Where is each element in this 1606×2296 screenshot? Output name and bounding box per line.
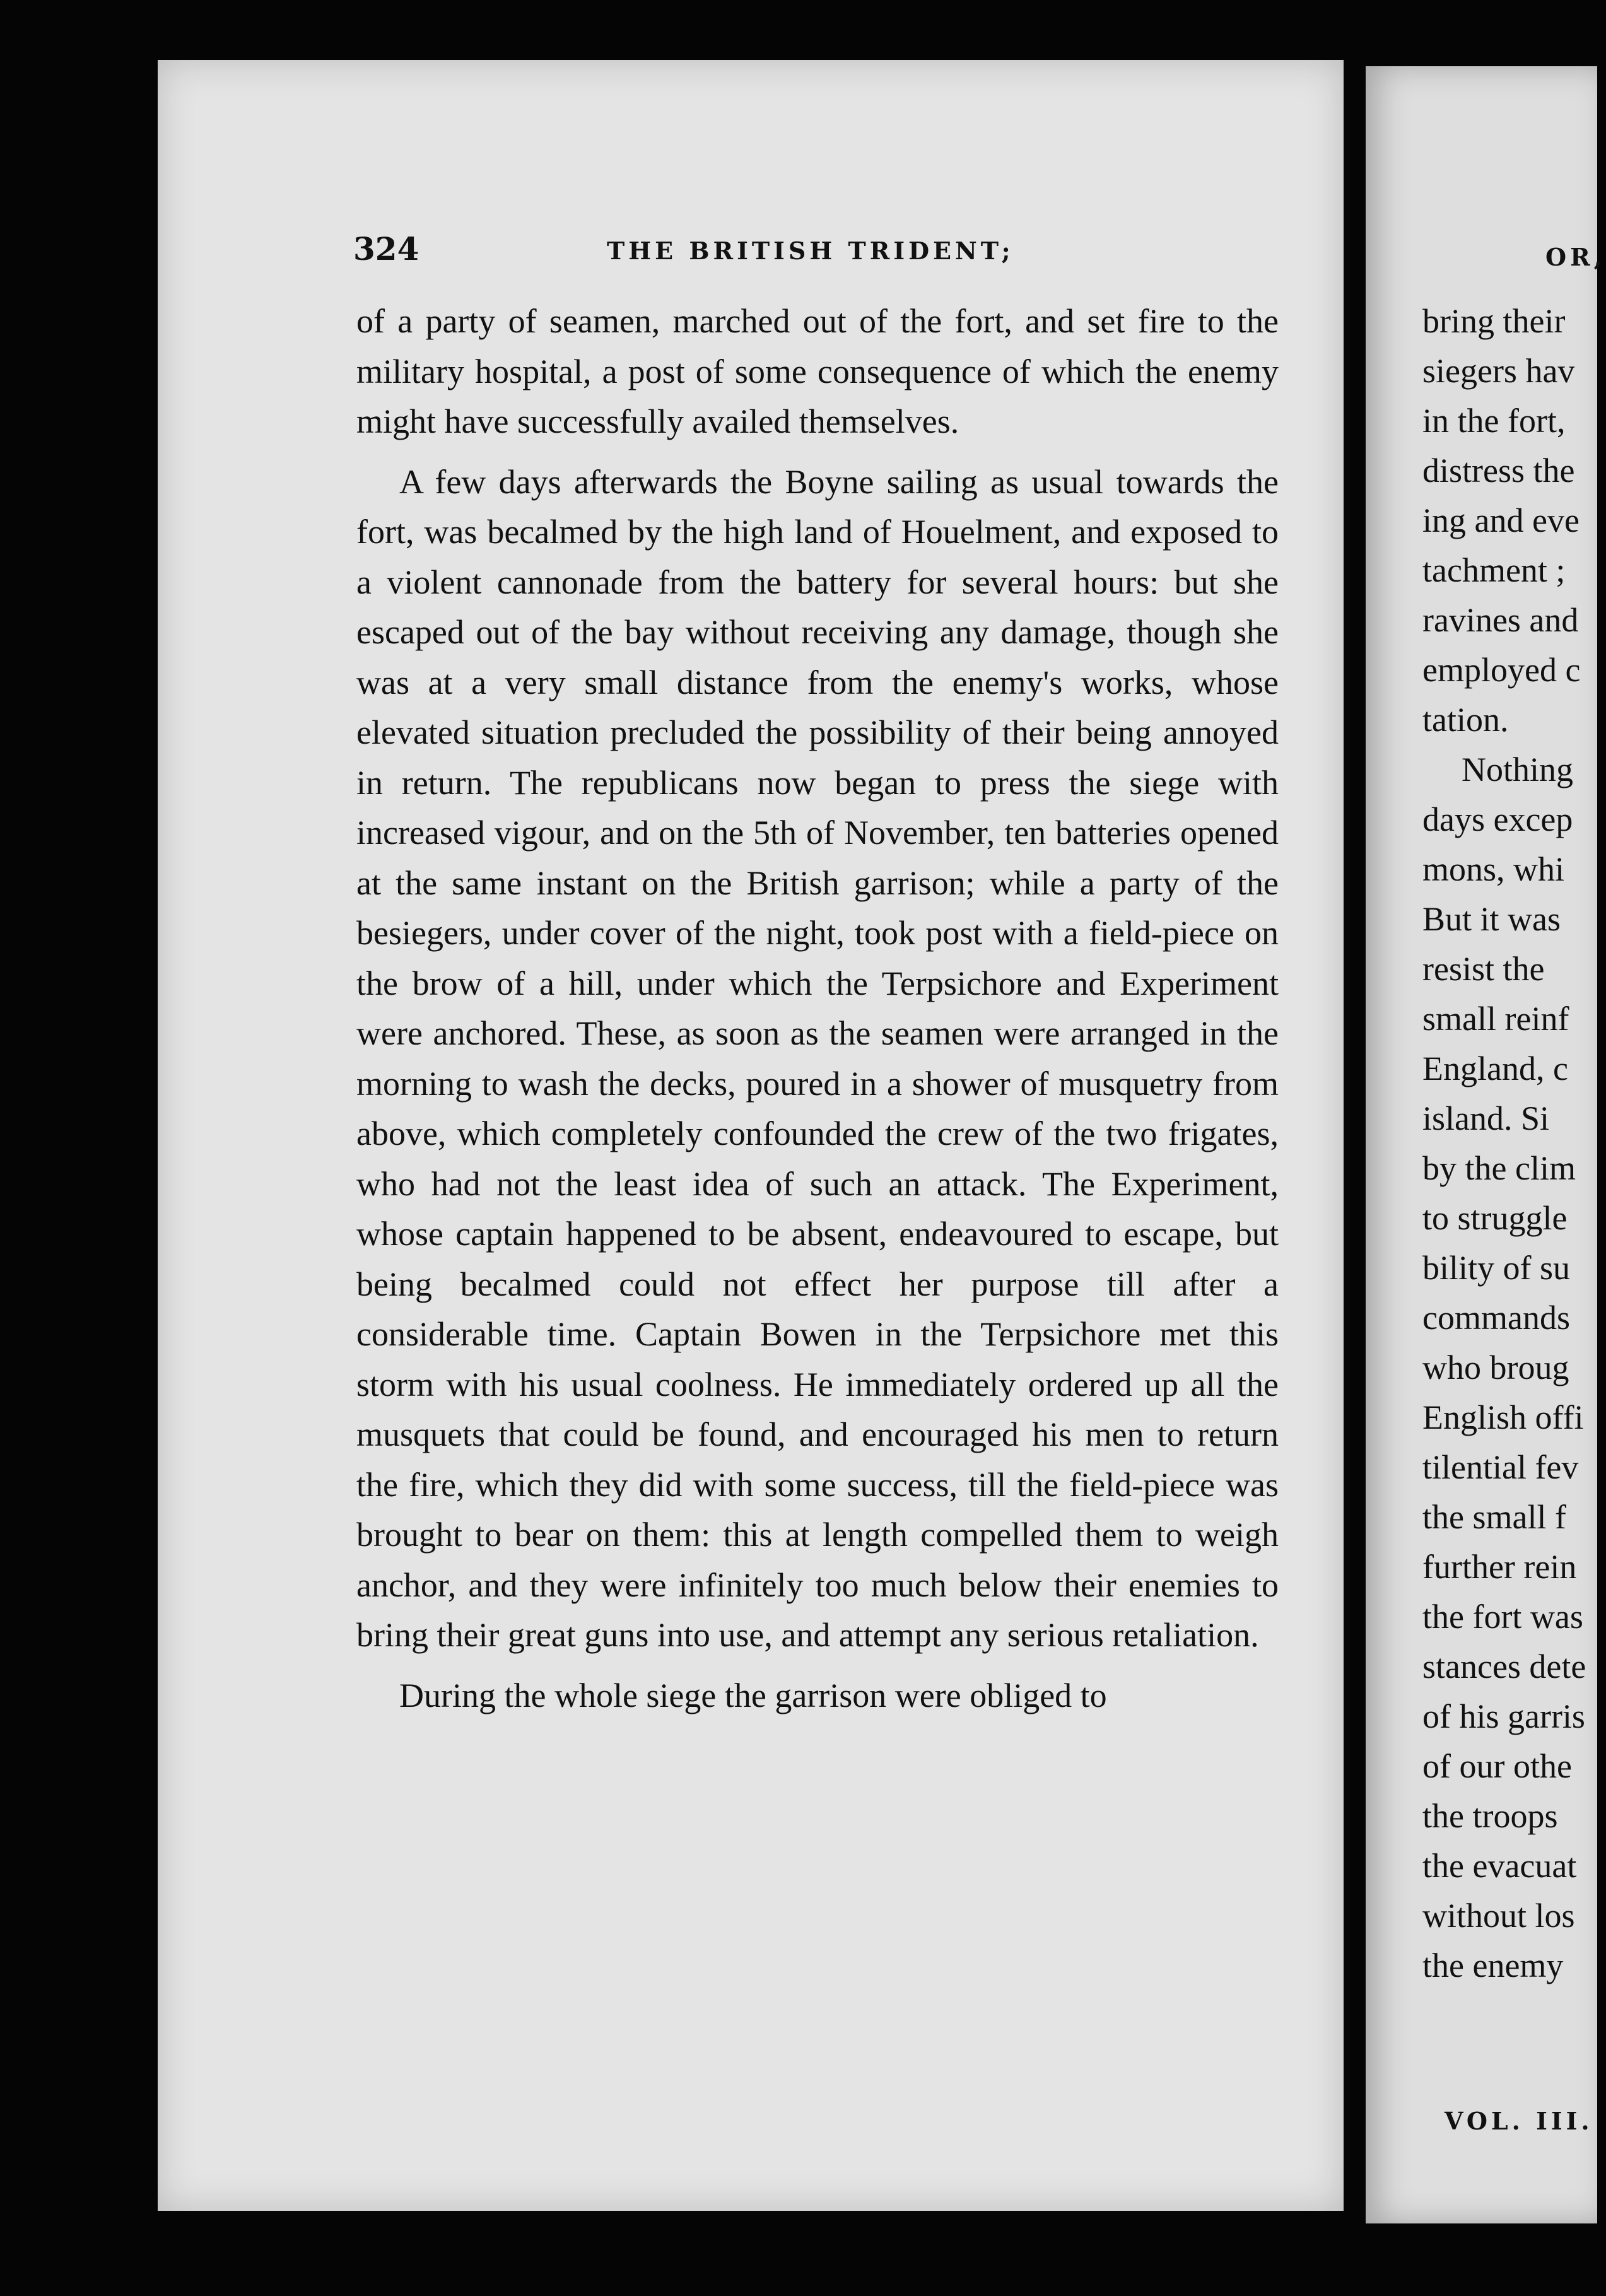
text-line: employed c xyxy=(1422,651,1581,689)
text-line: bring their xyxy=(1422,302,1566,340)
text-line: the enemy xyxy=(1422,1947,1564,1984)
text-line: of our othe xyxy=(1422,1747,1572,1785)
text-line: siegers hav xyxy=(1422,352,1575,390)
text-line: ravines and xyxy=(1422,601,1579,639)
paragraph: A few days afterwards the Boyne sailing as usual towards the fort, was becalmed by the high land of Houelment, and exposed to a violent cannonade from the battery for several hours: but she escaped out of the bay without receiving any damage, though she was at a very small distance from the enemy's works, whose elevated situation precluded the possibility of their being annoyed in return. The republicans now began to press the siege with increased vigour, and on the 5th of November, ten batteries opened at the same instant on the British garrison; while a party of the besiegers, under cover of the night, took post with a field-piece on the brow of a hill, under which the Terpsichore and Experiment were anchored. These, as soon as the seamen were arranged in the morning to wash the decks, poured in a shower of musquetry from above, which completely confounded the crew of the two frigates, who had not the least idea of such an attack. The Experiment, whose captain happened to be absent, endeavoured to escape, but being becalmed could not effect her purpose till after a considerable time. Captain Bowen in the Terpsichore met this storm with his usual coolness. He immediately ordered up all the musquets that could be found, and encouraged his men to return the fire, which they did with some success, till the field-piece was brought to bear on them: this at length compelled them to weigh anchor, and they were infinitely too much below their enemies to bring their great guns into use, and attempt any serious retaliation. xyxy=(356,462,1279,1654)
text-line: the small f xyxy=(1422,1498,1566,1536)
paragraph: During the whole siege the garrison were obliged to xyxy=(399,1676,1107,1714)
paragraph: of a party of seamen, marched out of the fort, and set fire to the military hospital, a post of some consequence of which the enemy might have successfully availed themselves. xyxy=(356,302,1279,440)
page-number: 324 xyxy=(353,230,419,267)
body-text xyxy=(356,296,1279,1721)
text-line: small reinf xyxy=(1422,1000,1569,1038)
text-line: tilential fev xyxy=(1422,1448,1579,1486)
text-line: days excep xyxy=(1422,800,1573,838)
text-line: England, c xyxy=(1422,1050,1568,1087)
text-line: island. Si xyxy=(1422,1099,1550,1137)
right-running-title: OR, xyxy=(1545,243,1606,271)
text-line: the evacuat xyxy=(1422,1847,1577,1885)
text-line: in the fort, xyxy=(1422,402,1566,440)
text-line: tachment ; xyxy=(1422,551,1566,589)
text-line: ing and eve xyxy=(1422,501,1580,539)
text-line: stances dete xyxy=(1422,1648,1586,1685)
text-line: by the clim xyxy=(1422,1149,1576,1187)
running-title: THE BRITISH TRIDENT; xyxy=(607,237,1014,265)
text-line: mons, whi xyxy=(1422,850,1565,888)
text-line: Nothing xyxy=(1462,751,1574,788)
text-line: of his garris xyxy=(1422,1697,1585,1735)
text-line: who broug xyxy=(1422,1349,1569,1386)
text-line: English offi xyxy=(1422,1398,1584,1436)
text-line: But it was xyxy=(1422,900,1561,938)
right-page-text xyxy=(1422,296,1599,1991)
page-header xyxy=(353,230,1066,281)
text-line: bility of su xyxy=(1422,1249,1571,1287)
text-line: further rein xyxy=(1422,1548,1577,1586)
text-line: without los xyxy=(1422,1897,1575,1935)
text-line: the fort was xyxy=(1422,1598,1583,1636)
text-line: the troops xyxy=(1422,1797,1558,1835)
volume-footer: VOL. III. xyxy=(1445,2107,1593,2135)
text-line: distress the xyxy=(1422,452,1575,489)
text-line: tation. xyxy=(1422,701,1509,739)
text-line: to struggle xyxy=(1422,1199,1568,1237)
text-line: commands xyxy=(1422,1299,1570,1337)
text-line: resist the xyxy=(1422,950,1545,988)
